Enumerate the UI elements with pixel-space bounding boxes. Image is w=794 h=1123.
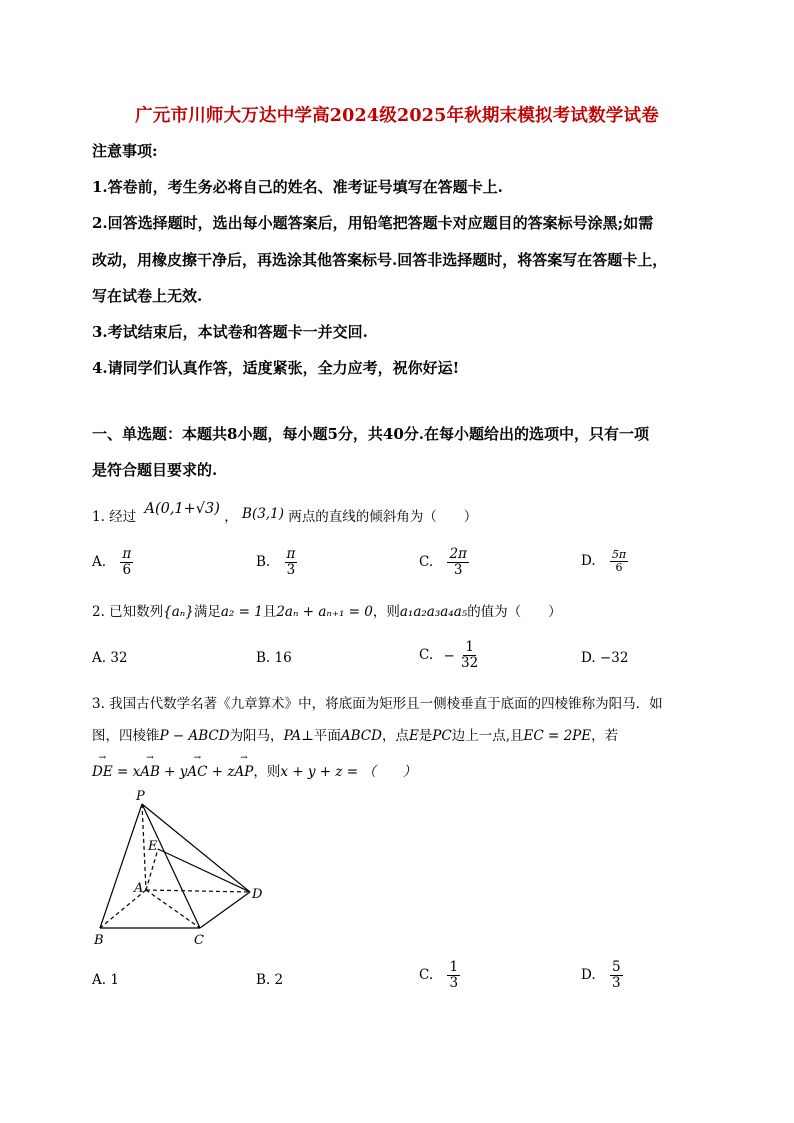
q1-prefix: 1. 经过 xyxy=(92,509,137,525)
option-label: D. xyxy=(581,553,596,569)
denominator: 3 xyxy=(453,562,463,578)
q2-option-c[interactable] xyxy=(419,640,478,671)
exam-title: 广元市川师大万达中学高2024级2025年秋期末模拟考试数学试卷 xyxy=(135,106,659,126)
question-1 xyxy=(92,501,478,525)
edge-pd xyxy=(142,804,250,892)
edge-pa xyxy=(142,804,146,890)
option-fraction xyxy=(120,547,133,578)
q3-math: ABCD xyxy=(340,728,382,744)
option-label: C. xyxy=(419,554,434,570)
denominator: 3 xyxy=(449,975,459,991)
q1-comma: ， xyxy=(224,509,238,525)
q3-text: 平面 xyxy=(313,728,341,744)
q3-text: ，若 xyxy=(591,728,619,744)
q3-math: + y xyxy=(159,764,188,780)
label-b: B xyxy=(94,933,104,948)
q3-math: E xyxy=(408,728,419,744)
vector-de: → DE xyxy=(92,764,113,780)
numerator: 1 xyxy=(465,639,474,655)
q3-text: ，则 xyxy=(253,764,281,780)
q3-text: 为阳马， xyxy=(229,728,284,744)
q2-option-b[interactable]: B. 16 xyxy=(256,650,292,666)
q1-option-a[interactable] xyxy=(92,547,133,578)
q3-math: P − ABCD xyxy=(159,728,230,744)
minus-sign: − xyxy=(443,647,455,664)
edge-pc xyxy=(142,804,200,928)
numerator: 1 xyxy=(449,959,459,975)
denominator: 32 xyxy=(461,655,479,671)
q3-text: 是 xyxy=(418,728,433,744)
q2-condition-1: a₂ = 1 xyxy=(220,604,263,620)
q1-point-a: A(0,1+√3) xyxy=(144,501,220,517)
label-e: E xyxy=(148,839,158,854)
option-label: C. xyxy=(419,967,434,983)
question-2 xyxy=(92,600,562,620)
question-3-line-3 xyxy=(92,760,416,780)
q2-text: 且 xyxy=(262,604,277,620)
edge-ac xyxy=(146,890,200,928)
denominator: 6 xyxy=(122,562,132,578)
q2-sequence: {aₙ} xyxy=(163,604,194,620)
label-d: D xyxy=(252,887,263,902)
label-p: P xyxy=(136,789,145,804)
edge-cd xyxy=(200,892,250,928)
q1-option-b[interactable] xyxy=(256,547,297,578)
option-fraction xyxy=(447,960,460,991)
q3-math: EC = 2PE xyxy=(523,728,592,744)
segment-ed xyxy=(158,849,250,892)
q2-suffix: 的值为（ ） xyxy=(467,604,562,620)
notes-item-1: 1.答卷前，考生务必将自己的姓名、准考证号填写在答题卡上. xyxy=(92,178,503,196)
notes-item-3: 3.考试结束后，本试卷和答题卡一并交回. xyxy=(92,323,368,341)
label-c: C xyxy=(194,933,204,948)
option-fraction xyxy=(285,547,298,578)
option-label: D. xyxy=(581,967,596,983)
option-fraction xyxy=(461,640,478,671)
q2-product: a₁a₂a₃a₄a₅ xyxy=(399,604,468,620)
q3-math: = x xyxy=(112,764,141,780)
q2-option-d[interactable]: D. −32 xyxy=(581,650,629,666)
denominator: 3 xyxy=(611,975,621,991)
q1-suffix: 两点的直线的倾斜角为（ ） xyxy=(288,509,478,525)
notes-item-2-line-2: 改动，用橡皮擦干净后，再选涂其他答案标号.回答非选择题时，将答案写在答题卡上， xyxy=(92,251,668,269)
q3-option-c[interactable] xyxy=(419,960,460,991)
denominator: 3 xyxy=(286,562,296,578)
q2-text: ，则 xyxy=(372,604,400,620)
q2-prefix: 2. 已知数列 xyxy=(92,604,164,620)
notes-item-2-line-3: 写在试卷上无效. xyxy=(92,287,203,305)
vector-ap: → AP xyxy=(235,764,254,780)
section-1-heading-line-1: 一、单选题：本题共8小题，每小题5分，共40分.在每小题给出的选项中，只有一项 xyxy=(92,425,649,443)
edge-ad xyxy=(146,890,250,892)
q1-point-b: B(3,1) xyxy=(242,506,284,522)
notes-item-4: 4.请同学们认真作答，适度紧张，全力应考，祝你好运! xyxy=(92,359,460,377)
q2-condition-2: 2aₙ + aₙ₊₁ = 0 xyxy=(276,604,373,620)
q1-option-c[interactable] xyxy=(419,547,469,578)
numerator: π xyxy=(286,546,296,562)
q3-text: 图，四棱锥 xyxy=(92,728,160,744)
q3-text: ，点 xyxy=(381,728,409,744)
question-3-line-2 xyxy=(92,724,618,744)
denominator: 6 xyxy=(615,561,623,574)
q3-option-d[interactable] xyxy=(581,960,623,991)
q3-math: x + y + z = （ ） xyxy=(280,764,417,780)
numerator: 5π xyxy=(611,548,627,561)
option-fraction xyxy=(447,547,468,578)
numerator: 5 xyxy=(611,959,621,975)
notes-heading: 注意事项: xyxy=(92,142,158,160)
segment-ae xyxy=(146,849,158,890)
vector-ab: → AB xyxy=(140,764,160,780)
edge-pb xyxy=(100,804,142,928)
pyramid-figure xyxy=(88,788,288,958)
numerator: π xyxy=(122,546,132,562)
q3-option-b[interactable]: B. 2 xyxy=(256,972,284,988)
q3-option-a[interactable]: A. 1 xyxy=(92,972,119,988)
label-a: A xyxy=(134,881,144,896)
section-1-heading-line-2: 是符合题目要求的. xyxy=(92,461,218,479)
q2-option-a[interactable]: A. 32 xyxy=(92,650,128,666)
option-label: C. xyxy=(419,647,434,663)
q3-text: 边上一点,且 xyxy=(451,728,524,744)
q3-math: + z xyxy=(207,764,235,780)
notes-item-2-line-1: 2.回答选择题时，选出每小题答案后，用铅笔把答题卡对应题目的答案标号涂黑;如需 xyxy=(92,214,654,232)
option-fraction xyxy=(610,549,628,574)
q2-text: 满足 xyxy=(193,604,221,620)
numerator: 2π xyxy=(449,546,467,562)
q1-option-d[interactable] xyxy=(581,549,628,574)
option-label: A. xyxy=(92,554,107,570)
question-3-line-1: 3. 我国古代数学名著《九章算术》中，将底面为矩形且一侧棱垂直于底面的四棱锥称为阳马．如 xyxy=(92,696,663,712)
option-fraction xyxy=(610,960,623,991)
vector-ac: → AC xyxy=(187,764,207,780)
option-label: B. xyxy=(256,554,271,570)
q3-math: PC xyxy=(432,728,452,744)
q3-math: PA⊥ xyxy=(283,728,314,744)
